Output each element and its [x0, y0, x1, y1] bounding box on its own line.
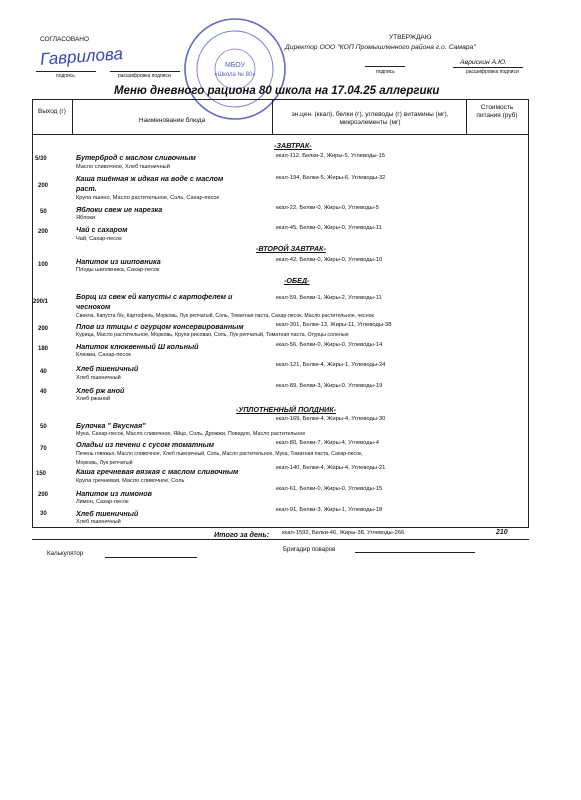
item-nutrition: ккал-169, Белки-4, Жиры-4, Углеводы-30: [276, 416, 386, 422]
approval-left-title: СОГЛАСОВАНО: [40, 36, 90, 43]
footer-chef-label: Бригадир поваров: [283, 546, 336, 553]
approval-right-title: УТВЕРЖДАЮ: [389, 34, 432, 41]
approval-right-signature-caption: подпись: [376, 69, 395, 75]
item-nutrition: ккал-140, Белки-4, Жиры-4, Углеводы-21: [276, 465, 386, 471]
total-price: 210: [496, 529, 508, 536]
approval-right-position: Директор ООО "КОП Промышленного района г.о. Самара": [285, 44, 476, 51]
item-name: Яблоки свеж ие нарезка: [76, 205, 163, 214]
item-ingredients: Хлеб пшеничный: [76, 519, 121, 525]
item-nutrition: ккал-91, Белки-3, Жиры-1, Углеводы-18: [276, 507, 383, 513]
header-weight: Выход (г): [38, 108, 66, 115]
item-weight: 200: [38, 229, 49, 235]
item-weight: 50: [40, 209, 47, 215]
item-name: Плов из птицы с огурцом консервированным: [76, 322, 244, 331]
item-ingredients: Курица, Масло растительное, Морковь, Крупа рисовая, Соль, Лук репчатый, Томатная паста, Огурцы соленые: [76, 332, 349, 338]
total-label: Итого за день:: [214, 530, 270, 539]
item-weight: 40: [40, 389, 47, 395]
approval-right-name: Аврискин А.Ю.: [460, 59, 507, 66]
item-name: Борщ из свеж ей капусты с картофелем и: [76, 292, 233, 301]
item-ingredients: Масло сливочное, Хлеб пшеничный: [76, 164, 170, 170]
item-nutrition: ккал-194, Белки-5, Жиры-6, Углеводы-32: [276, 175, 386, 181]
item-name: Напиток из лимонов: [76, 489, 152, 498]
item-weight: 70: [40, 446, 47, 452]
item-ingredients: Клюква, Сахар-песок: [76, 352, 131, 358]
footer-calculator-label: Калькулятор: [47, 550, 84, 557]
item-ingredients: Печень говяжья, Масло сливочное, Хлеб пшеничный, Соль, Масло растительное, Мука, Томатная паста, Сахар-песок,: [76, 451, 363, 457]
item-name: Каша гречневая вязкая с маслом сливочным: [76, 467, 239, 476]
item-ingredients: Чай, Сахар-песок: [76, 236, 122, 242]
item-weight: 200: [38, 326, 49, 332]
approval-right-decode-caption: расшифровка подписи: [466, 69, 519, 75]
signature: Гаврилова: [39, 44, 124, 69]
item-nutrition: ккал-22, Белки-0, Жиры-0, Углеводы-5: [276, 205, 379, 211]
item-weight: 5/30: [35, 156, 47, 162]
item-name: Хлеб рж аной: [76, 386, 125, 395]
section-second-breakfast: -ВТОРОЙ ЗАВТРАК-: [256, 244, 326, 253]
item-ingredients: Хлеб пшеничный: [76, 375, 121, 381]
total-nutrition: ккал-1592, Белки-46, Жиры-38, Углеводы-266: [282, 530, 405, 536]
item-weight: 200: [38, 183, 49, 189]
item-weight: 30: [40, 511, 47, 517]
item-ingredients: Хлеб ржаной: [76, 396, 111, 402]
approval-left-signature-caption: подпись: [56, 73, 75, 79]
item-name: Оладьи из печени с сусом томатным: [76, 440, 215, 449]
item-weight: 40: [40, 369, 47, 375]
item-name: Хлеб пшеничный: [76, 509, 139, 518]
approval-left-decode-caption: расшифровка подписи: [118, 73, 171, 79]
item-nutrition: ккал-45, Белки-0, Жиры-0, Углеводы-11: [276, 225, 382, 231]
item-ingredients: Мука, Сахар-песок, Масло сливочное, Яйцо, Соль, Дрожжи, Повидло, Масло растительное: [76, 431, 306, 437]
item-ingredients: Плоды шиповника, Сахар-песок: [76, 267, 160, 273]
official-stamp: [180, 14, 290, 124]
svg-text:МБОУ: МБОУ: [224, 62, 246, 69]
item-nutrition: ккал-56, Белки-0, Жиры-0, Углеводы-14: [276, 342, 383, 348]
item-name-cont: чесноком: [76, 302, 111, 311]
item-name: Бутерброд с маслом сливочным: [76, 153, 196, 162]
page-title: Меню дневного рациона 80 школа на 17.04.25 аллергики: [114, 85, 440, 97]
item-weight: 180: [38, 346, 49, 352]
item-nutrition: ккал-112, Белки-2, Жиры-5, Углеводы-15: [276, 153, 385, 159]
item-name: Напиток из шиповника: [76, 257, 161, 266]
header-name: Наименование блюда: [138, 117, 206, 124]
item-name: Напиток клюквенный Ш кольный: [76, 342, 199, 351]
item-nutrition: ккал-80, Белки-7, Жиры-4, Углеводы-4: [276, 440, 379, 446]
item-nutrition: ккал-89, Белки-3, Жиры-0, Углеводы-19: [276, 383, 383, 389]
item-weight: 150: [36, 471, 47, 477]
section-lunch: -ОБЕД-: [284, 276, 310, 285]
item-nutrition: ккал-61, Белки-0, Жиры-0, Углеводы-15: [276, 486, 383, 492]
item-ingredients: Яблоки: [76, 215, 96, 221]
item-weight: 200: [38, 492, 49, 498]
item-weight: 100: [38, 262, 49, 268]
item-ingredients: Свекла, Капуста б/к, Картофель, Морковь, Лук репчатый, Соль, Томатная паста, Сахар-песок, Масло растительное, чеснок: [76, 313, 374, 319]
header-price: Стоимость питания (руб): [476, 104, 518, 119]
item-nutrition: ккал-121, Белки-4, Жиры-1, Углеводы-24: [276, 362, 386, 368]
item-nutrition: ккал-59, Белки-1, Жиры-2, Углеводы-11: [276, 295, 382, 301]
item-weight: 50: [40, 424, 47, 430]
item-weight: 200/1: [33, 299, 49, 305]
item-ingredients: Крупа пшено, Масло растительное, Соль, Сахар-песок: [76, 195, 219, 201]
item-ingredients: Лимон, Сахар-песок: [76, 499, 129, 505]
item-name: Хлеб пшеничный: [76, 364, 139, 373]
item-ingredients-cont: Морковь, Лук репчатый: [76, 460, 133, 466]
header-nutrition: эн.цен. (ккал), белки (г), углеводы (г) витамины (мг), микроэлементы (мг): [291, 111, 449, 126]
item-name: Чай с сахаром: [76, 225, 128, 234]
item-name-cont: раст.: [76, 184, 97, 193]
item-ingredients: Крупа гречневая, Масло сливочное, Соль: [76, 478, 185, 484]
item-name: Булочка " Вкусная": [76, 421, 146, 430]
item-nutrition: ккал-301, Белки-13, Жиры-11, Углеводы-38: [276, 322, 392, 328]
section-breakfast: -ЗАВТРАК-: [274, 141, 312, 150]
section-snack: -УПЛОТНЕННЫЙ ПОЛДНИК-: [236, 405, 337, 414]
svg-text:«Школа № 80»: «Школа № 80»: [214, 72, 256, 78]
item-name: Каша пшённая ж идкая на воде с маслом: [76, 174, 224, 183]
item-nutrition: ккал-42, Белки-0, Жиры-0, Углеводы-10: [276, 257, 383, 263]
